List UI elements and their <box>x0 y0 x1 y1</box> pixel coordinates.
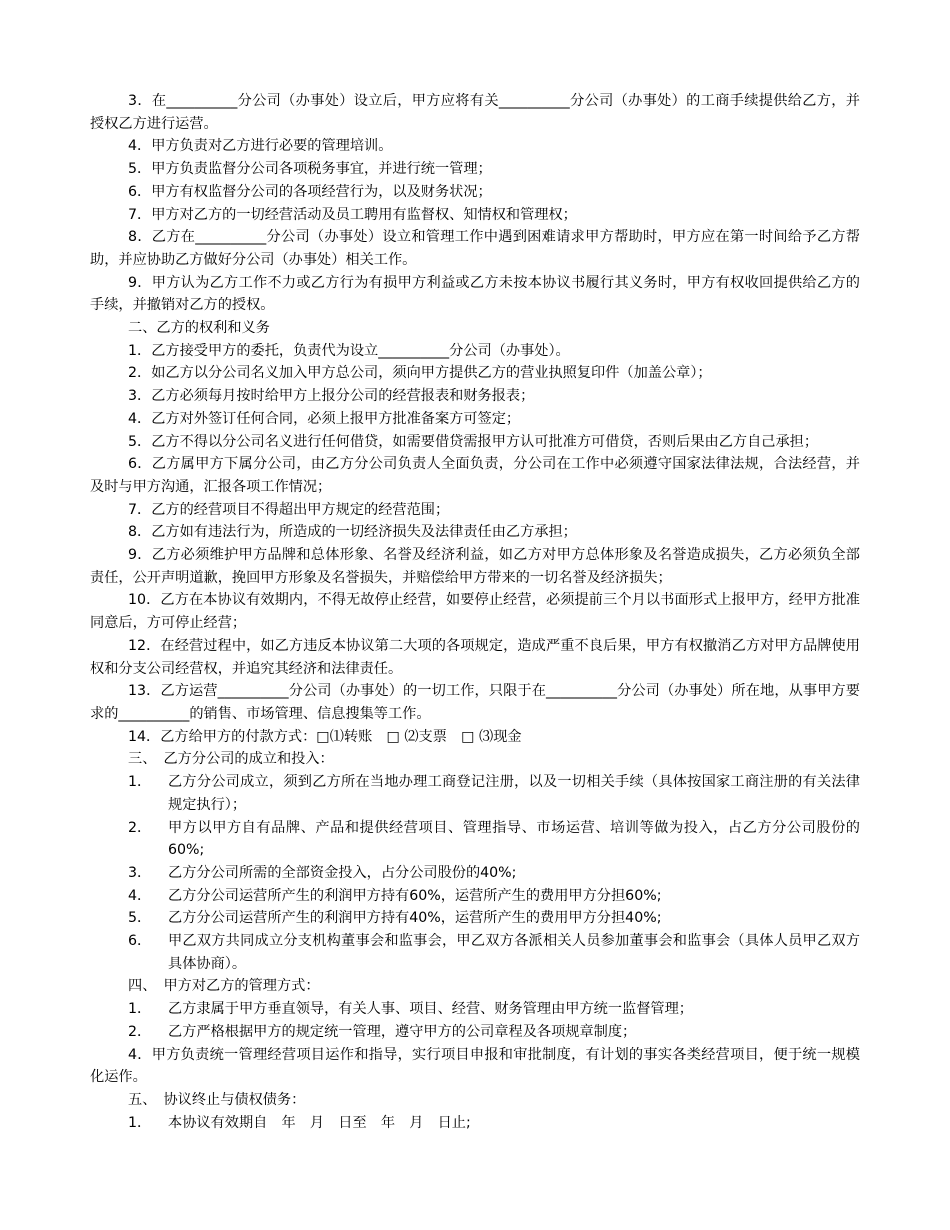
paragraph: 5．乙方不得以分公司名义进行任何借贷，如需要借贷需报甲方认可批准方可借贷，否则后果由乙方自己承担； <box>128 433 819 450</box>
paragraph: 2．如乙方以分公司名义加入甲方总公司，须向甲方提供乙方的营业执照复印件（加盖公章）； <box>128 365 712 382</box>
list-item <box>90 930 860 975</box>
list-item-text: 甲乙双方共同成立分支机构董事会和监事会，甲乙双方各派相关人员参加董事会和监事会（具体人员甲乙双方具体协商）。 <box>168 933 860 972</box>
paragraph: 6．甲方有权监督分公司的各项经营行为，以及财务状况； <box>128 183 492 200</box>
paragraph: 7．甲方对乙方的一切经营活动及员工聘用有监督权、知情权和管理权； <box>128 206 577 223</box>
paragraph: 9．甲方认为乙方工作不力或乙方行为有损甲方利益或乙方未按本协议书履行其义务时，甲方有权收回提供给乙方的手续，并撤销对乙方的授权。 <box>90 274 860 314</box>
list-item-number: 2． <box>128 819 152 836</box>
paragraph: 4．甲方负责对乙方进行必要的管理培训。 <box>128 138 393 155</box>
paragraph: 9．乙方必须维护甲方品牌和总体形象、名誉及经济利益，如乙方对甲方总体形象及名誉造成损失，乙方必须负全部责任，公开声明道歉，挽回甲方形象及名誉损失，并赔偿给甲方带来的一切名誉及经济损失； <box>90 547 860 586</box>
list-item-text: 乙方分公司成立，须到乙方所在当地办理工商登记注册，以及一切相关手续（具体按国家工商注册的有关法律规定执行）； <box>168 774 860 813</box>
paragraph: 8．乙方如有违法行为，所造成的一切经济损失及法律责任由乙方承担； <box>128 524 577 541</box>
paragraph: 13．乙方运营__________分公司（办事处）的一切工作，只限于在__________分公司（办事处）所在地，从事甲方要求的__________的销售、市场管理、信息搜集等工作。 <box>90 683 860 722</box>
paragraph: 10．乙方在本协议有效期内，不得无故停止经营，如要停止经营，必须提前三个月以书面形式上报甲方，经甲方批准同意后，方可停止经营； <box>90 592 860 632</box>
paragraph: 4．乙方对外签订任何合同，必须上报甲方批准备案方可签定； <box>128 410 521 427</box>
list-item-number: 2． <box>128 1023 152 1040</box>
payment-method-line: 14．乙方给甲方的付款方式：□⑴转账 □ ⑵支票 □ ⑶现金 <box>128 728 522 745</box>
paragraph: 8．乙方在__________分公司（办事处）设立和管理工作中遇到困难请求甲方帮助时，甲方应在第一时间给予乙方帮助，并应协助乙方做好分公司（办事处）相关工作。 <box>90 229 860 268</box>
list-item <box>90 998 860 1021</box>
list-item-text: 甲方以甲方自有品牌、产品和提供经营项目、管理指导、市场运营、培训等做为投入，占乙方分公司股份的60%; <box>168 819 860 859</box>
list-item-text: 乙方分公司运营所产生的利润甲方持有40%，运营所产生的费用甲方分担40%; <box>168 910 662 927</box>
section-heading: 五、 协议终止与债权债务： <box>128 1091 306 1108</box>
list-item <box>90 907 860 930</box>
list-item <box>90 1021 860 1044</box>
list-item-text: 乙方分公司运营所产生的利润甲方持有60%，运营所产生的费用甲方分担60%; <box>168 887 662 904</box>
list-item <box>90 817 860 862</box>
list-item <box>90 1112 860 1135</box>
list-item-text: 本协议有效期自 年 月 日至 年 月 日止; <box>168 1114 471 1131</box>
list-item-number: 3． <box>128 864 152 881</box>
list-item-number: 1． <box>128 1001 152 1018</box>
paragraph: 3．在__________分公司（办事处）设立后，甲方应将有关__________分公司（办事处）的工商手续提供给乙方，并授权乙方进行运营。 <box>90 93 860 132</box>
list-item-number: 5． <box>128 910 152 927</box>
paragraph: 6．乙方属甲方下属分公司，由乙方分公司负责人全面负责，分公司在工作中必须遵守国家法律法规，合法经营，并及时与甲方沟通，汇报各项工作情况； <box>90 456 860 495</box>
list-item-number: 1． <box>128 774 152 791</box>
paragraph: 7．乙方的经营项目不得超出甲方规定的经营范围； <box>128 501 450 518</box>
paragraph: 5．甲方负责监督分公司各项税务事宜，并进行统一管理； <box>128 161 492 178</box>
list-item <box>90 885 860 908</box>
section-heading: 四、 甲方对乙方的管理方式： <box>128 978 320 995</box>
list-item-text: 乙方隶属于甲方垂直领导，有关人事、项目、经营、财务管理由甲方统一监督管理； <box>168 1001 693 1018</box>
list-item <box>90 862 860 885</box>
paragraph: 3．乙方必须每月按时给甲方上报分公司的经营报表和财务报表； <box>128 388 535 405</box>
list-item-text: 乙方严格根据甲方的规定统一管理，遵守甲方的公司章程及各项规章制度； <box>168 1023 637 1040</box>
list-item <box>90 771 860 816</box>
paragraph: 1．乙方接受甲方的委托，负责代为设立__________分公司（办事处）。 <box>128 342 570 359</box>
section-heading: 三、 乙方分公司的成立和投入： <box>128 751 334 768</box>
list-item-number: 1． <box>128 1114 152 1131</box>
list-item-number: 4． <box>128 887 152 904</box>
list-item-text: 乙方分公司所需的全部资金投入，占分公司股份的40%; <box>168 864 517 881</box>
paragraph: 4．甲方负责统一管理经营项目运作和指导，实行项目申报和审批制度，有计划的事实各类经营项目，便于统一规模化运作。 <box>90 1046 860 1086</box>
paragraph: 12．在经营过程中，如乙方违反本协议第二大项的各项规定，造成严重不良后果，甲方有权撤消乙方对甲方品牌使用权和分支公司经营权，并追究其经济和法律责任。 <box>90 637 860 677</box>
section-heading: 二、乙方的权利和义务 <box>128 320 270 337</box>
list-item-number: 6． <box>128 933 152 950</box>
